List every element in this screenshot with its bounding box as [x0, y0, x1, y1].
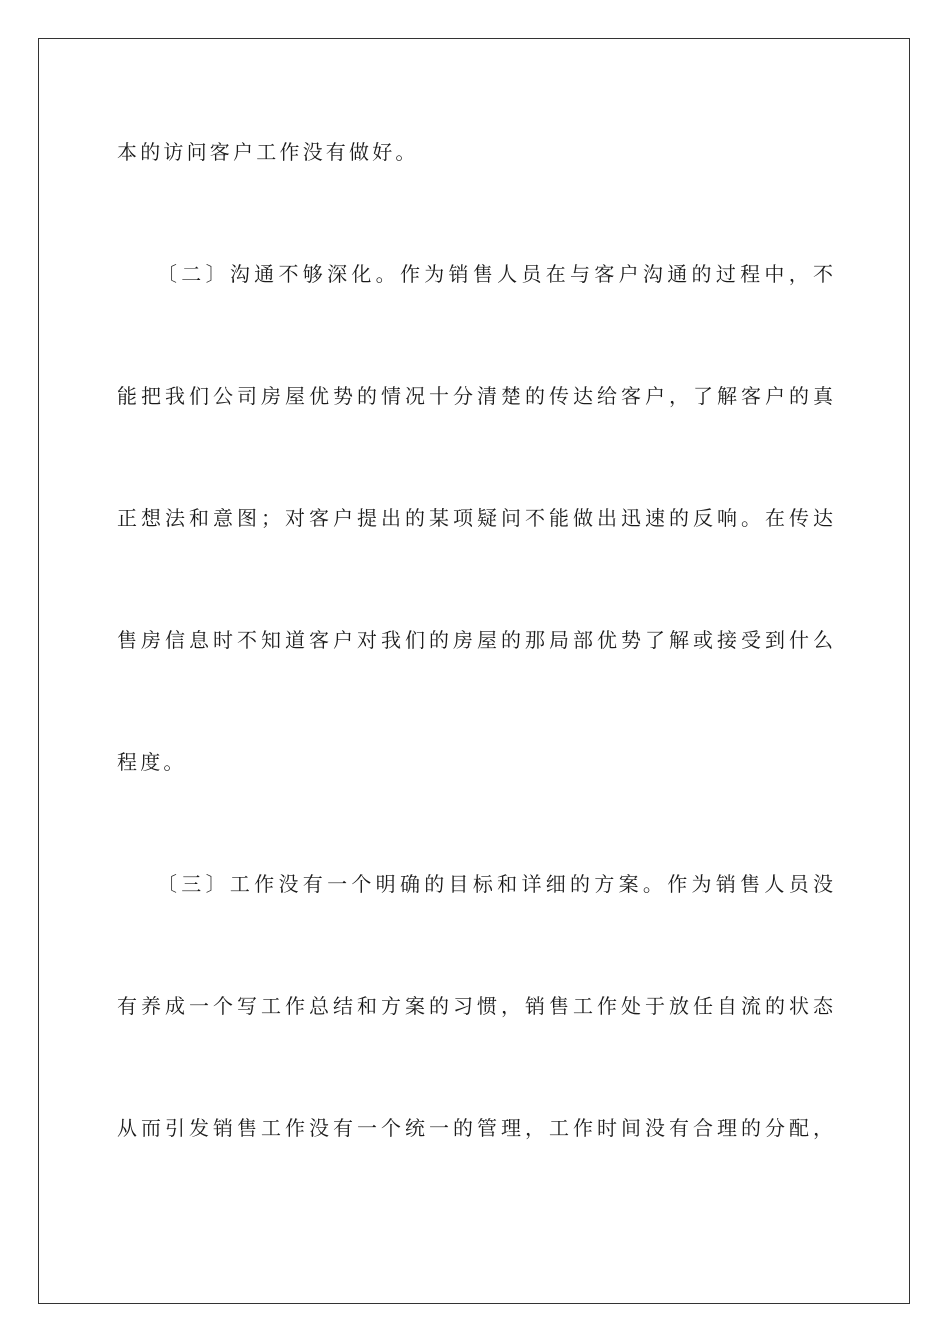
text-line-1: 本的访问客户工作没有做好。: [117, 140, 419, 164]
text-line-4: 正想法和意图；对客户提出的某项疑问不能做出迅速的反响。在传达: [117, 506, 833, 530]
text-line-5: 售房信息时不知道客户对我们的房屋的那局部优势了解或接受到什么: [117, 628, 833, 652]
text-line-9: 从而引发销售工作没有一个统一的管理，工作时间没有合理的分配，: [117, 1116, 833, 1140]
text-line-6: 程度。: [117, 750, 187, 774]
text-line-3: 能把我们公司房屋优势的情况十分清楚的传达给客户，了解客户的真: [117, 384, 833, 408]
text-line-7: 〔三〕工作没有一个明确的目标和详细的方案。作为销售人员没: [157, 872, 833, 896]
page-frame: [38, 38, 910, 1304]
text-line-8: 有养成一个写工作总结和方案的习惯，销售工作处于放任自流的状态: [117, 994, 833, 1018]
text-line-2: 〔二〕沟通不够深化。作为销售人员在与客户沟通的过程中，不: [157, 262, 833, 286]
